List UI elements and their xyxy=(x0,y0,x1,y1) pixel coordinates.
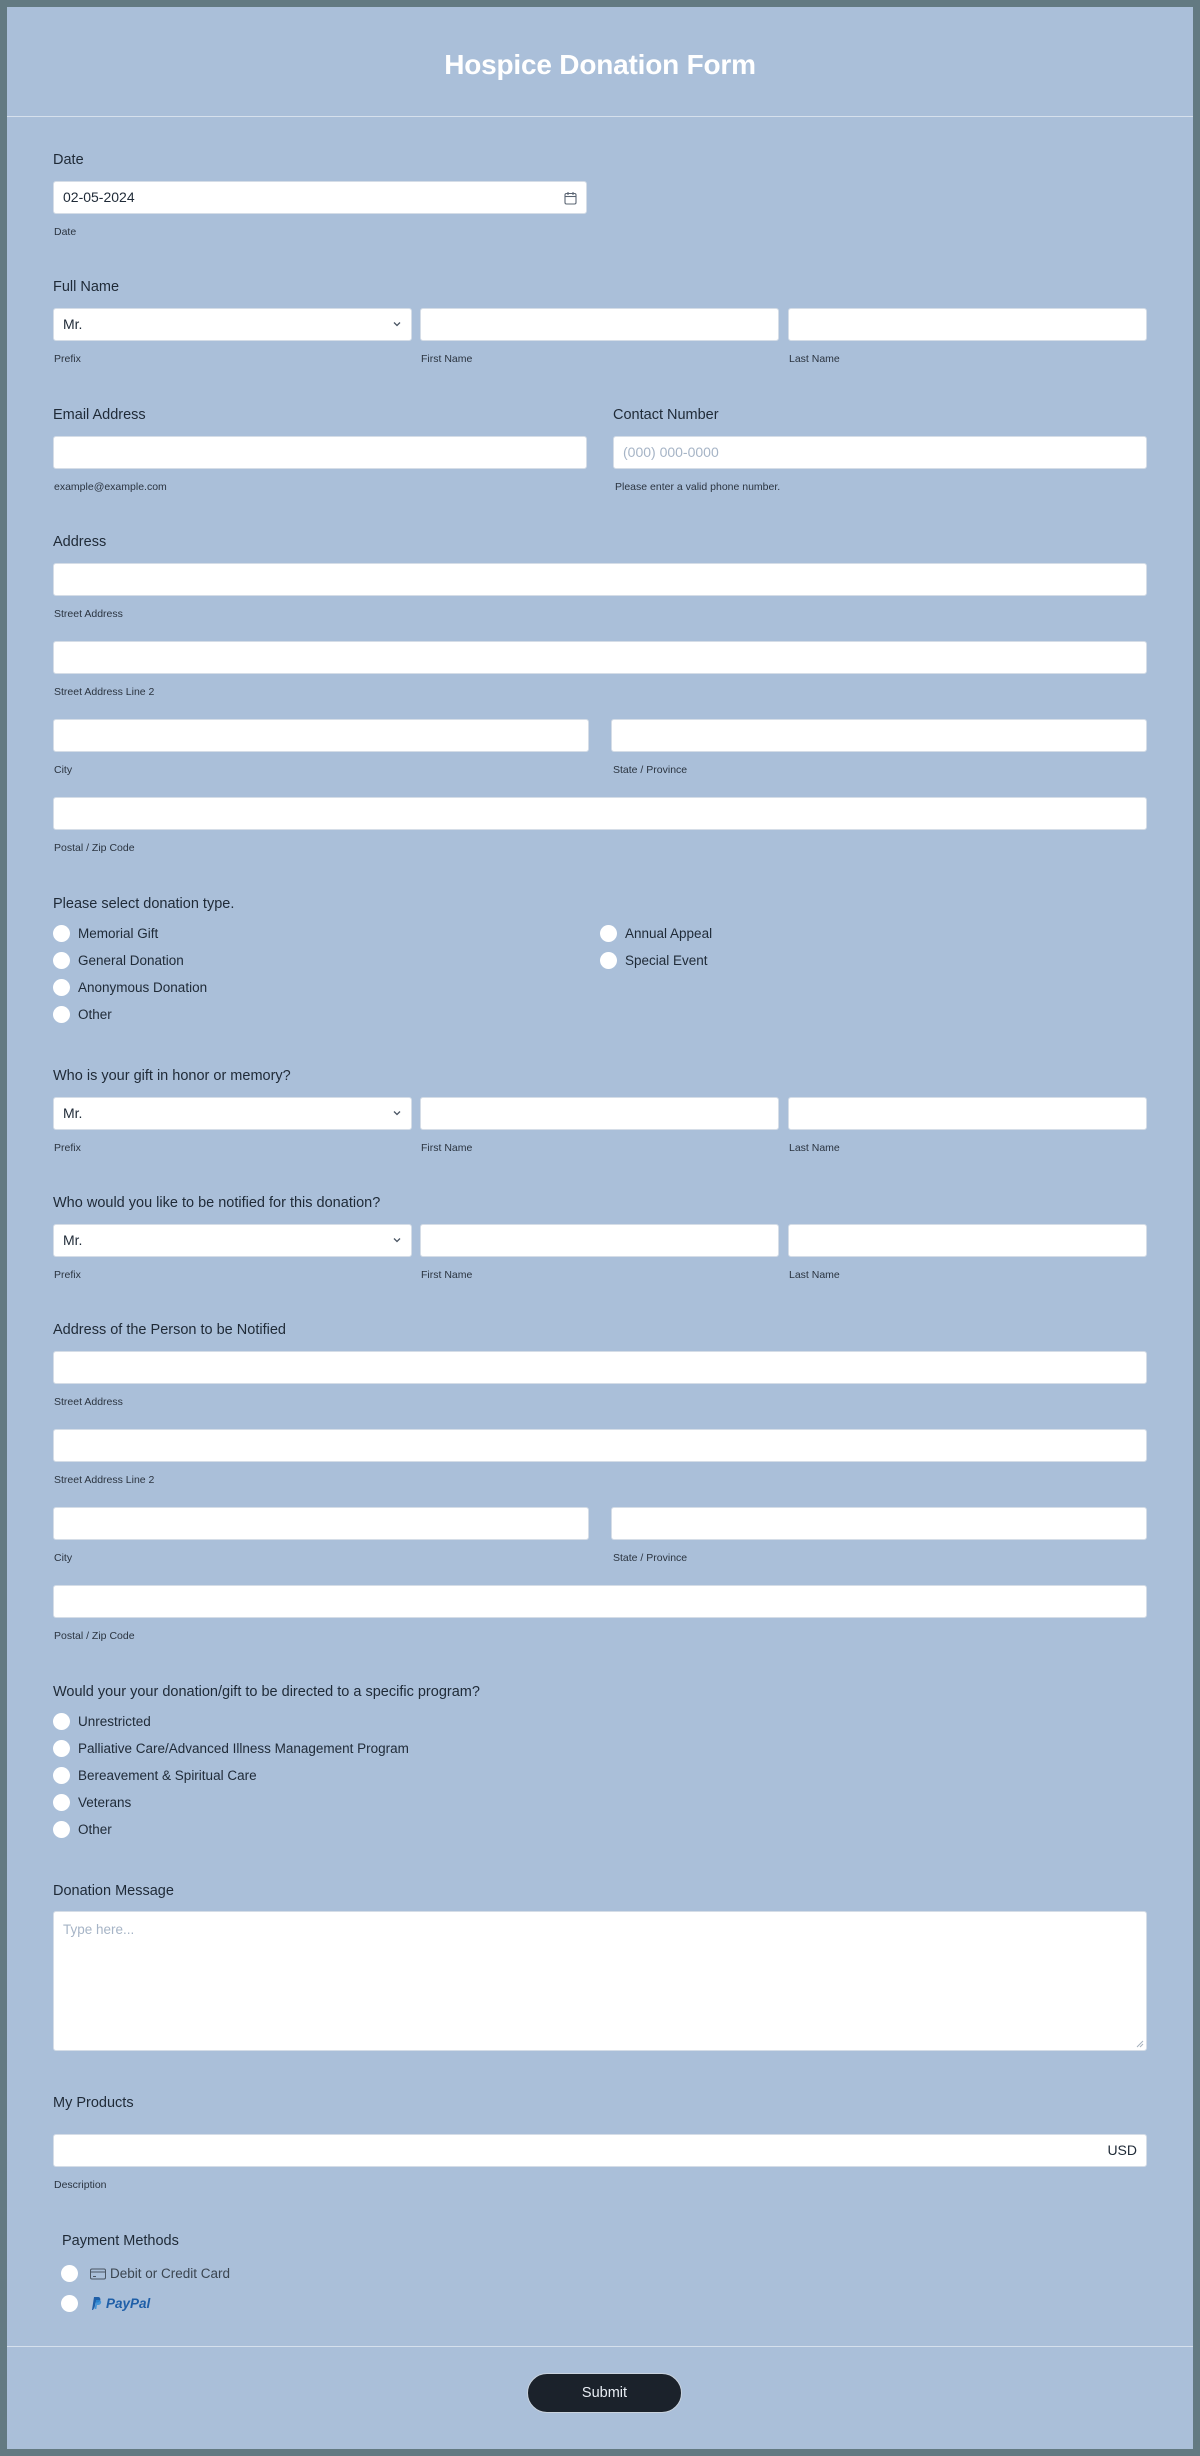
notify-street-sublabel: Street Address xyxy=(54,1396,123,1408)
resize-handle-icon[interactable] xyxy=(1136,2040,1144,2048)
notify-street-input[interactable] xyxy=(53,1351,1147,1384)
prefix-value: Mr. xyxy=(63,1105,83,1121)
notify-first-name-input[interactable] xyxy=(420,1224,779,1257)
donation-message-textarea[interactable] xyxy=(53,1911,1147,2051)
option-label: General Donation xyxy=(78,952,184,968)
paypal-logo-text: PayPal xyxy=(106,2296,151,2311)
option-label: Other xyxy=(78,1006,112,1022)
option-label: Other xyxy=(78,1821,112,1837)
honor-prefix-sublabel: Prefix xyxy=(54,1142,81,1154)
notify-city-sublabel: City xyxy=(54,1552,73,1564)
first-name-sublabel: First Name xyxy=(421,353,473,365)
header-divider xyxy=(7,116,1193,117)
notify-prefix-select[interactable] xyxy=(53,1224,412,1257)
notify-zip-sublabel: Postal / Zip Code xyxy=(54,1630,135,1642)
state-input[interactable] xyxy=(611,719,1147,752)
prefix-sublabel: Prefix xyxy=(54,353,81,365)
option-label: Bereavement & Spiritual Care xyxy=(78,1767,257,1783)
prefix-select[interactable] xyxy=(53,308,412,341)
radio-circle[interactable] xyxy=(53,952,70,969)
radio-other[interactable] xyxy=(53,1004,112,1024)
prefix-value: Mr. xyxy=(63,316,83,332)
submit-button[interactable]: Submit xyxy=(527,2373,682,2413)
radio-circle[interactable] xyxy=(53,979,70,996)
date-input[interactable] xyxy=(53,181,587,214)
products-label: My Products xyxy=(53,2095,134,2111)
chevron-down-icon xyxy=(392,1108,402,1118)
honor-label: Who is your gift in honor or memory? xyxy=(53,1068,291,1084)
notify-prefix-sublabel: Prefix xyxy=(54,1269,81,1281)
radio-circle[interactable] xyxy=(61,2295,78,2312)
payment-methods-label: Payment Methods xyxy=(62,2233,179,2249)
contact-placeholder: (000) 000-0000 xyxy=(623,444,719,460)
city-input[interactable] xyxy=(53,719,589,752)
radio-circle[interactable] xyxy=(53,1767,70,1784)
radio-annual-appeal[interactable] xyxy=(600,923,712,943)
date-label: Date xyxy=(53,152,84,168)
honor-last-name-input[interactable] xyxy=(788,1097,1147,1130)
chevron-down-icon xyxy=(392,1235,402,1245)
message-placeholder: Type here... xyxy=(63,1922,135,1937)
email-label: Email Address xyxy=(53,407,146,423)
radio-special-event[interactable] xyxy=(600,950,708,970)
donation-form xyxy=(7,7,1193,2449)
last-name-sublabel: Last Name xyxy=(789,353,840,365)
radio-veterans[interactable] xyxy=(53,1792,131,1812)
first-name-input[interactable] xyxy=(420,308,779,341)
option-label: Unrestricted xyxy=(78,1713,151,1729)
option-label: Memorial Gift xyxy=(78,925,159,941)
radio-circle[interactable] xyxy=(61,2265,78,2282)
program-label: Would your your donation/gift to be directed to a specific program? xyxy=(53,1684,480,1700)
honor-first-sublabel: First Name xyxy=(421,1142,473,1154)
notify-state-input[interactable] xyxy=(611,1507,1147,1540)
radio-circle[interactable] xyxy=(53,1740,70,1757)
payment-option-label: Debit or Credit Card xyxy=(110,2266,231,2281)
street-address-sublabel: Street Address xyxy=(54,608,123,620)
notify-street2-input[interactable] xyxy=(53,1429,1147,1462)
calendar-icon[interactable] xyxy=(564,191,577,205)
notify-street2-sublabel: Street Address Line 2 xyxy=(54,1474,155,1486)
radio-bereavement[interactable] xyxy=(53,1765,257,1785)
date-value: 02-05-2024 xyxy=(63,189,135,205)
radio-circle[interactable] xyxy=(600,952,617,969)
radio-circle[interactable] xyxy=(53,1821,70,1838)
contact-sublabel: Please enter a valid phone number. xyxy=(615,481,781,493)
notify-first-sublabel: First Name xyxy=(421,1269,473,1281)
radio-circle[interactable] xyxy=(53,1794,70,1811)
radio-circle[interactable] xyxy=(53,1006,70,1023)
radio-memorial-gift[interactable] xyxy=(53,923,158,943)
message-label: Donation Message xyxy=(53,1883,174,1899)
option-label: Palliative Care/Advanced Illness Management Program xyxy=(78,1740,409,1756)
zip-input[interactable] xyxy=(53,797,1147,830)
radio-circle[interactable] xyxy=(53,925,70,942)
street-address-input[interactable] xyxy=(53,563,1147,596)
option-label: Annual Appeal xyxy=(625,925,713,941)
notify-last-sublabel: Last Name xyxy=(789,1269,840,1281)
product-amount-input[interactable] xyxy=(53,2134,1147,2167)
state-sublabel: State / Province xyxy=(613,764,688,776)
payment-option-card[interactable] xyxy=(61,2265,230,2282)
notify-address-label: Address of the Person to be Notified xyxy=(53,1322,286,1338)
honor-last-sublabel: Last Name xyxy=(789,1142,840,1154)
product-description-sublabel: Description xyxy=(54,2179,107,2191)
radio-circle[interactable] xyxy=(53,1713,70,1730)
form-title: Hospice Donation Form xyxy=(444,49,756,80)
radio-circle[interactable] xyxy=(600,925,617,942)
option-label: Special Event xyxy=(625,952,708,968)
contact-number-input[interactable] xyxy=(613,436,1147,469)
notify-label: Who would you like to be notified for this donation? xyxy=(53,1195,381,1211)
notify-last-name-input[interactable] xyxy=(788,1224,1147,1257)
last-name-input[interactable] xyxy=(788,308,1147,341)
contact-label: Contact Number xyxy=(613,407,719,423)
full-name-label: Full Name xyxy=(53,279,120,295)
city-sublabel: City xyxy=(54,764,73,776)
street-address-line2-input[interactable] xyxy=(53,641,1147,674)
option-label: Veterans xyxy=(78,1794,132,1810)
honor-first-name-input[interactable] xyxy=(420,1097,779,1130)
footer-divider xyxy=(7,2346,1193,2347)
address-label: Address xyxy=(53,534,107,550)
radio-unrestricted[interactable] xyxy=(53,1711,151,1731)
payment-option-paypal[interactable] xyxy=(61,2295,150,2312)
date-sublabel: Date xyxy=(54,226,77,238)
street-address-line2-sublabel: Street Address Line 2 xyxy=(54,686,155,698)
radio-program-other[interactable] xyxy=(53,1819,112,1839)
honor-prefix-select[interactable] xyxy=(53,1097,412,1130)
notify-zip-input[interactable] xyxy=(53,1585,1147,1618)
radio-general-donation[interactable] xyxy=(53,950,184,970)
prefix-value: Mr. xyxy=(63,1232,83,1248)
credit-card-icon xyxy=(90,2268,106,2280)
zip-sublabel: Postal / Zip Code xyxy=(54,842,135,854)
email-sublabel: example@example.com xyxy=(54,481,167,493)
paypal-icon xyxy=(90,2296,102,2311)
currency-label: USD xyxy=(1107,2142,1137,2158)
option-label: Anonymous Donation xyxy=(78,979,208,995)
chevron-down-icon xyxy=(392,319,402,329)
radio-palliative-care[interactable] xyxy=(53,1738,409,1758)
notify-state-sublabel: State / Province xyxy=(613,1552,688,1564)
email-input[interactable] xyxy=(53,436,587,469)
notify-city-input[interactable] xyxy=(53,1507,589,1540)
donation-type-label: Please select donation type. xyxy=(53,896,235,912)
radio-anonymous-donation[interactable] xyxy=(53,977,207,997)
